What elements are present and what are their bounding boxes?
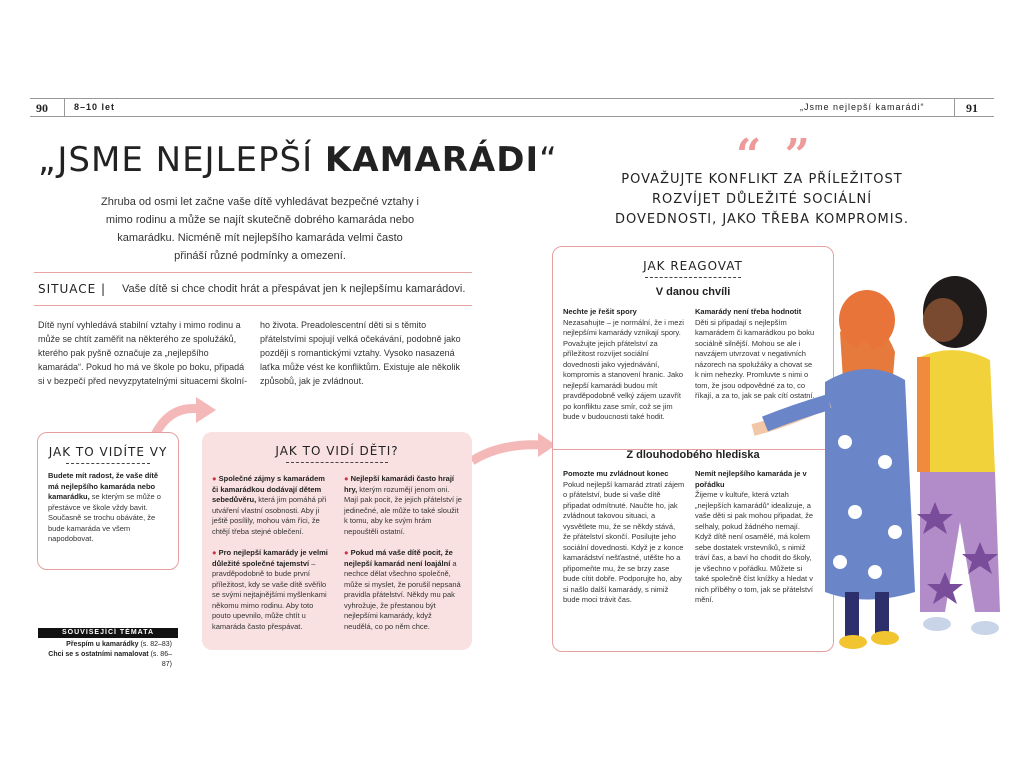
dashed-divider: [286, 462, 388, 463]
body-column-2: ho života. Preadolescentní děti si s těmito přátelstvími spojují velká očekávání, podobně jako později s romantickými vztahy. Vysoko nasazená laťka může vést ke konfliktům. Existuje ale několik způsobů, jak je zvládnout.: [260, 320, 461, 386]
you-view-box: [37, 432, 179, 570]
bullet-icon: ●: [212, 474, 217, 483]
quote-marks-icon: “ ”: [736, 130, 814, 181]
divider: [34, 305, 472, 306]
arrow-graphic: [470, 425, 560, 465]
react-item-text: Žijeme v kultuře, která vztah „nejlepších kamarádů“ idealizuje, a vaše děti si pak mohou připadat, že selhaly, pokud žádného nemají. Když dítě není osamělé, má kolem sebe dostatek vrstevníků, s nimiž tráví čas, a baví ho chodit do školy, je všechno v pořádku. Můžete si také společně číst knížky a hledat v nich příběhy o tom, jak se přátelství mění.: [695, 490, 813, 604]
item-bold: Pro nejlepší kamarády je velmi důležité společné tajemství: [212, 548, 328, 568]
react-item: [563, 469, 685, 606]
situation-text: Vaše dítě si chce chodit hrát a přespávat jen k nejlepšímu kamarádovi.: [122, 283, 466, 295]
header-divider: [64, 98, 65, 117]
pull-quote: POVAŽUJTE KONFLIKT ZA PŘÍLEŽITOST ROZVÍJET DŮLEŽITÉ SOCIÁLNÍ DOVEDNOSTI, JAKO TŘEBA KOMPROMIS.: [615, 172, 909, 227]
title-part: “: [539, 140, 558, 180]
react-item-title: Kamarády není třeba hodnotit: [695, 307, 802, 316]
girl-right-figure: [917, 276, 1000, 635]
related-topics-list: [46, 640, 172, 670]
bullet-icon: ●: [212, 548, 217, 557]
girl-left-figure: [753, 290, 915, 649]
related-topic[interactable]: [46, 650, 172, 670]
related-topic[interactable]: [46, 640, 172, 650]
right-header-title: „Jsme nejlepší kamarádi“: [800, 102, 925, 112]
related-topic-title: Přespím u kamarádky: [66, 641, 139, 648]
react-section-title: V danou chvíli: [655, 286, 731, 298]
body-column-1: Dítě nyní vyhledává stabilní vztahy i mimo rodinu a může se chtít zaměřit na některého ze spolužáků, kterého pak pyšně označuje za „nejlepšího kamaráda“. Pokud ho má ve škole po boku, připadá si v bezpečí před nevyzpytatelnými situacemi školní-: [38, 320, 248, 386]
react-item-title: Nemít nejlepšího kamaráda je v pořádku: [695, 469, 807, 489]
left-page-number: 90: [36, 101, 48, 115]
title-bold: KAMARÁDI: [324, 140, 540, 180]
related-topic-pages: (s. 82–83): [138, 641, 172, 648]
header-divider: [954, 98, 955, 117]
react-item-title: Pomozte mu zvládnout konec: [563, 469, 669, 478]
kids-view-item: [212, 548, 330, 632]
bullet-icon: ●: [344, 548, 349, 557]
related-topics-heading: SOUVISEJÍCÍ TÉMATA: [38, 628, 178, 638]
kids-view-box: [202, 432, 472, 650]
situation-heading: SITUACE |: [38, 282, 107, 296]
you-view-bold: Budete mít radost, že vaše dítě má nejlepšího kamaráda nebo kamarádku,: [48, 471, 159, 501]
illustration-two-girls: [745, 262, 1015, 662]
react-item-text: Děti si připadají s nejlepším kamarádem či kamarádkou po boku sociálně silnější. Mohou se ale i navzájem utvrzovat v negativních názorech na spolužáky a chovat se k nim nehezky. Promluvte s nimi o tom, že jsou odpovědné za to, co říkají, a za to, jak se pak cítí ostatní.: [695, 317, 815, 400]
item-text: – pravděpodobně to bude první příležitost, kdy se vaše dítě svěřilo se svými nejtajnějšími myšlenkami někomu mimo rodinu. Aby toto pouto upevnilo, může chtít u kamaráda často přespávat.: [212, 558, 327, 631]
you-view-body: se kterým se může o přestávce ve škole vždy bavit. Současně se trochu obáváte, že bude kamaráda ve všem napodobovat.: [48, 492, 161, 543]
react-item-text: Nezasahujte – je normální, že i mezi nejlepšími kamarády vznikají spory. Považujte jejich přátelství za příležitost rozvíjet sociální dovednosti jako vyjednávání, kompromis a stanovení hranic. Jako nejlepší kamarádi budou mít pravděpodobně velký zájem uzavřít po konfliktu zase smír, což se jim bude v budoucnosti také hodit.: [563, 317, 684, 421]
you-view-text: [38, 464, 178, 545]
divider: [34, 272, 472, 273]
item-text: kterým rozumějí jenom oni. Mají pak pocit, že jejich přátelství je jedinečné, ale může to také sloužit k tomu, aby ke svým hrám nepouštěli ostatní.: [344, 484, 462, 536]
bullet-icon: ●: [344, 474, 349, 483]
left-header-title: 8–10 let: [74, 102, 116, 112]
react-heading: JAK REAGOVAT: [643, 259, 743, 273]
react-item: [563, 307, 685, 423]
related-topic-pages: (s. 86–87): [148, 651, 172, 668]
page-title: [38, 140, 558, 180]
you-view-heading: JAK TO VIDÍTE VY: [48, 445, 168, 459]
kids-view-item: [344, 474, 462, 537]
react-item-title: Nechte je řešit spory: [563, 307, 637, 316]
dashed-divider: [645, 277, 741, 278]
item-text: která jim pomáhá při utváření vlastní osobnosti. Aby ji ještě posílily, mohou vám říci, že chtějí třeba stejné oblečení.: [212, 495, 327, 536]
kids-view-item: [212, 474, 330, 537]
react-section-title: Z dlouhodobého hlediska: [626, 449, 760, 461]
item-bold: Společné zájmy s kamarádem či kamarádkou dodávají dětem sebedůvěru,: [212, 474, 325, 504]
item-bold: Nejlepší kamarádi často hrají hry,: [344, 474, 455, 494]
intro-paragraph: Zhruba od osmi let začne vaše dítě vyhledávat bezpečné vztahy i mimo rodinu a může se najít skutečně dobrého kamaráda nebo kamarádku. Nicméně mít nejlepšího kamaráda velmi často přináší různé podmínky a omezení.: [101, 196, 419, 262]
title-part: „JSME NEJLEPŠÍ: [38, 140, 325, 180]
right-page-number: 91: [966, 101, 978, 115]
kids-view-item: [344, 548, 462, 632]
kids-view-heading: JAK TO VIDÍ DĚTI?: [275, 444, 399, 458]
react-item-text: Pokud nejlepší kamarád ztratí zájem o přátelství, bude si vaše dítě připadat odmítnuté. Naučte ho, jak zvládnout takovou situaci, a vysvětlete mu, že se někdy stává, že přátelství skončí. Posilujte jeho sociální dovednosti. Když je z konce kamarádství nešťastné, utěšte ho a připomeňte mu, že se brzy zase bude cítit dobře. Podporujte ho, aby si našlo další kamarády, s nimiž bude moci trávit čas.: [563, 479, 685, 604]
related-topic-title: Chci se s ostatními namalovat: [48, 651, 149, 658]
item-bold: Pokud má vaše dítě pocit, že nejlepší kamarád není loajální: [344, 548, 453, 568]
item-text: a nechce dělat všechno společně, může si myslet, že porušil nepsaná pravidla přátelství. Někdy mu pak vyhrožuje, že přestanou být nejlepšími kamarády, když neudělá, co po něm chce.: [344, 558, 461, 631]
